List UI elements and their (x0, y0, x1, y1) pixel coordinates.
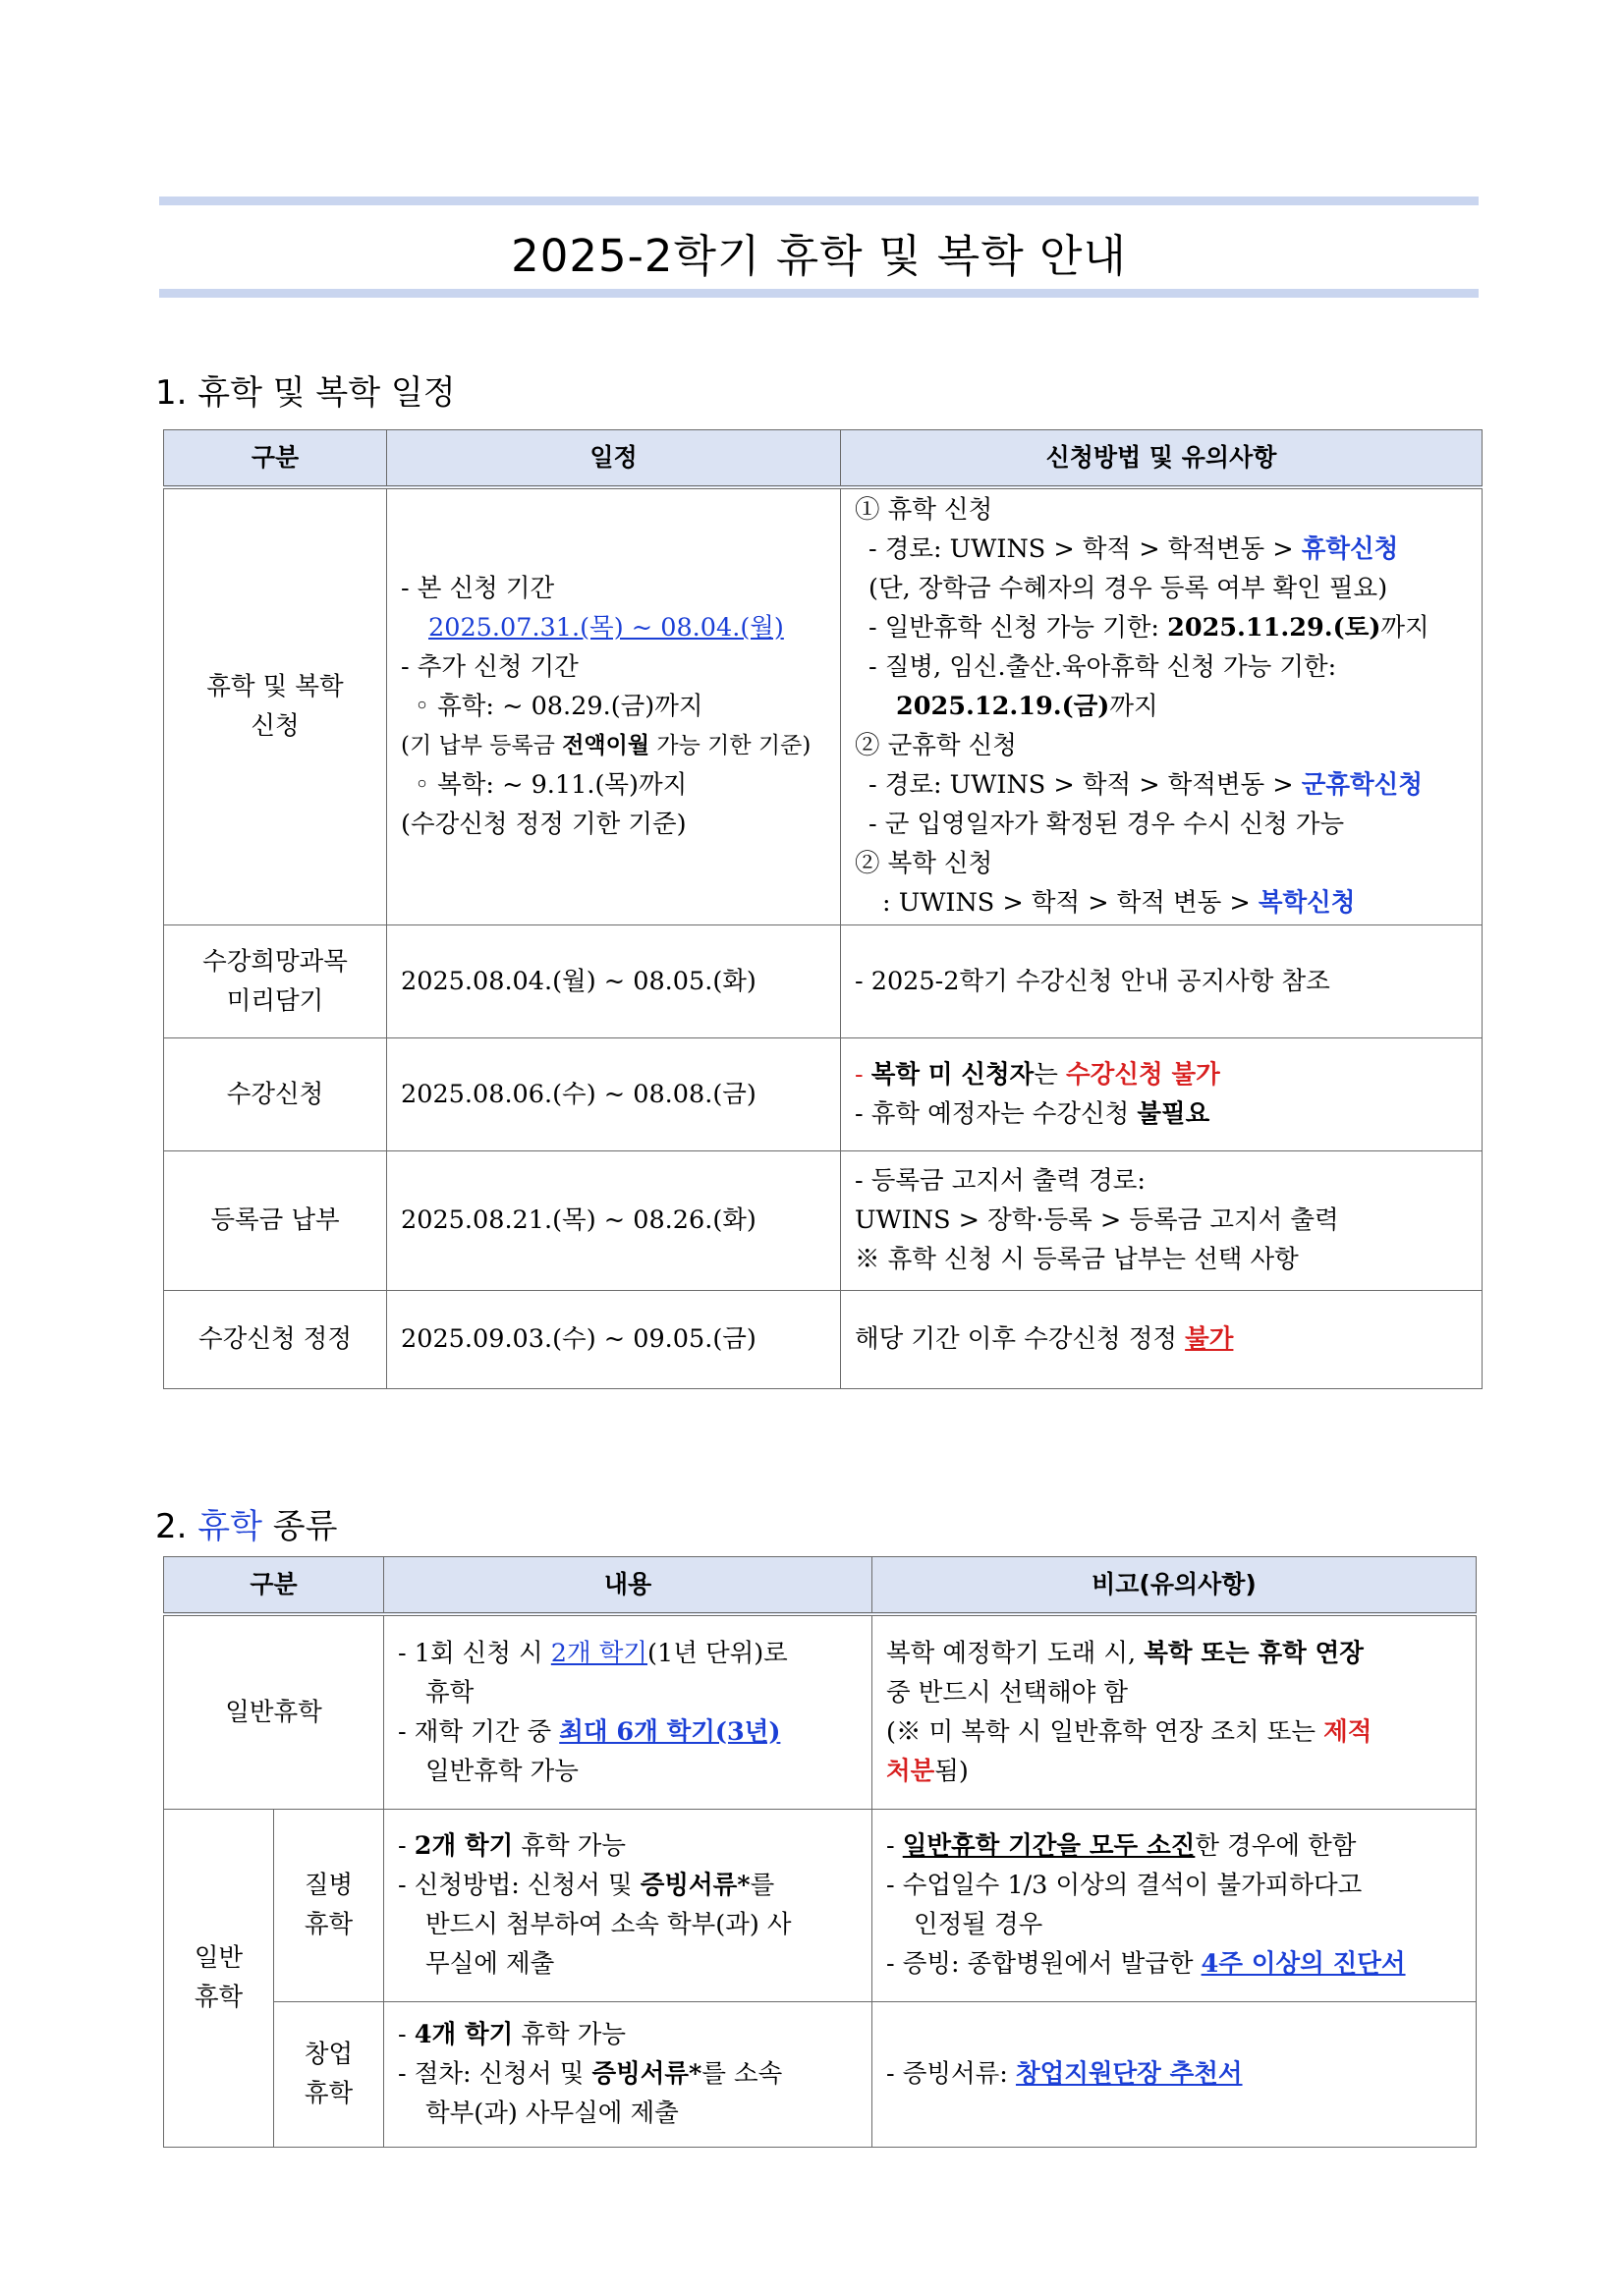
text: 해당 기간 이후 수강신청 정정 (855, 1324, 1186, 1354)
row-category (164, 487, 387, 924)
note-line: - 군 입영일자가 확정된 경우 수시 신청 가능 (868, 810, 1345, 840)
text-bold: 2개 학기 (414, 1831, 514, 1861)
text: - 증빙서류: (886, 2059, 1016, 2089)
content-line (398, 2015, 858, 2054)
text: (※ 미 복학 시 일반휴학 연장 조치 또는 (886, 1716, 1324, 1747)
types-header-row (164, 1557, 1477, 1615)
row-content (384, 1614, 872, 1809)
row-notes: - 2025-2학기 수강신청 안내 공지사항 참조 (841, 924, 1483, 1037)
remark-line: 인정될 경우 (914, 1910, 1043, 1939)
text: (1년 단위)로 (647, 1638, 788, 1668)
remark-line (886, 1826, 1462, 1866)
note-line (855, 608, 1468, 647)
text: - 일반휴학 신청 가능 기한: (868, 613, 1168, 644)
title-top-bar (159, 196, 1479, 205)
table-row (164, 1290, 1483, 1388)
row-category: 일반휴학 (164, 1614, 384, 1809)
text: - (886, 1831, 903, 1861)
header-category: 구분 (164, 430, 387, 488)
text: : UWINS > 학적 > 학적 변동 > (882, 888, 1259, 919)
table-row (164, 1809, 1477, 2001)
row-schedule: 2025.08.04.(월) ~ 08.05.(화) (387, 924, 841, 1037)
note-line: ※ 휴학 신청 시 등록금 납부는 선택 사항 (855, 1245, 1299, 1274)
category-line: 휴학 (304, 2079, 354, 2108)
remark-line: 중 반드시 선택해야 함 (886, 1677, 1129, 1708)
heading-text: 2. (155, 1507, 198, 1546)
header-category: 구분 (164, 1557, 384, 1615)
title-block (159, 196, 1479, 300)
content-line (398, 1712, 858, 1752)
text-bold: 복학 미 신청자 (870, 1059, 1035, 1090)
text-bold: 증빙서류* (591, 2059, 702, 2089)
text: - 증빙: 종합병원에서 발급한 (886, 1949, 1202, 1979)
table-row (164, 924, 1483, 1037)
row-category: 수강신청 (164, 1037, 387, 1150)
text-blue: 4주 이상의 진단서 (1201, 1949, 1406, 1979)
text: 는 (1034, 1059, 1067, 1090)
text-bold: 불필요 (1137, 1098, 1210, 1129)
text: 됨) (934, 1756, 969, 1786)
text: - 경로: UWINS > 학적 > 학적변동 > (868, 534, 1302, 565)
text-bold: 일반휴학 기간을 모두 소진 (902, 1831, 1196, 1861)
row-content (384, 1809, 872, 2001)
note-line: ① 휴학 신청 (855, 495, 993, 526)
text: 한 경우에 한함 (1195, 1831, 1357, 1861)
text: 까지 (1380, 613, 1429, 644)
text-bold: 복학 또는 휴학 연장 (1144, 1638, 1364, 1668)
header-content: 내용 (384, 1557, 872, 1615)
section1-heading: 1. 휴학 및 복학 일정 (155, 373, 456, 413)
text-blue: 창업지원단장 추천서 (1015, 2059, 1243, 2089)
text-red: 수강신청 불가 (1066, 1059, 1220, 1090)
row-content (384, 2001, 872, 2147)
document-title: 2025-2학기 휴학 및 복학 안내 (511, 230, 1127, 282)
text: - 경로: UWINS > 학적 > 학적변동 > (868, 770, 1302, 801)
text: - (398, 2020, 415, 2049)
row-notes (841, 487, 1483, 924)
table-row (164, 2001, 1477, 2147)
text-bold: 전액이월 (562, 732, 650, 759)
note-line (855, 883, 1468, 923)
text-red: 불가 (1185, 1324, 1234, 1354)
row-schedule: 2025.08.21.(목) ~ 08.26.(화) (387, 1150, 841, 1290)
category-line: 휴학 (304, 1910, 354, 1939)
row-notes (841, 1150, 1483, 1290)
category-line: 일반 (194, 1943, 244, 1973)
row-category: 수강신청 정정 (164, 1290, 387, 1388)
note-line: - 등록금 고지서 출력 경로: (855, 1166, 1146, 1196)
table-row (164, 487, 1483, 924)
category-line: 수강희망과목 (202, 946, 348, 977)
remark-line (886, 1752, 1462, 1791)
text: - (398, 1831, 415, 1861)
title-bottom-bar (159, 289, 1479, 298)
text: - 휴학 예정자는 수강신청 (855, 1098, 1138, 1129)
row-category (164, 924, 387, 1037)
note-line: UWINS > 장학·등록 > 등록금 고지서 출력 (855, 1205, 1339, 1235)
note-line: - 질병, 임신.출산.육아휴학 신청 가능 기한: (868, 652, 1337, 683)
remark-line (886, 1712, 1462, 1752)
heading-text: 종류 (261, 1507, 338, 1546)
row-remarks (872, 1809, 1477, 2001)
text: 가능 기한 기준) (649, 733, 812, 759)
schedule-line (401, 726, 826, 765)
schedule-table (163, 429, 1483, 1389)
remark-line (886, 1944, 1462, 1984)
category-line: 휴학 및 복학 (206, 672, 344, 702)
text-red: 제적 (1323, 1716, 1372, 1747)
header-notes: 신청방법 및 유의사항 (841, 430, 1483, 488)
text: 휴학 가능 (513, 2020, 627, 2049)
row-schedule: 2025.08.06.(수) ~ 08.08.(금) (387, 1037, 841, 1150)
row-notes (841, 1037, 1483, 1150)
text: 를 소속 (701, 2059, 783, 2089)
category-line: 질병 (304, 1871, 354, 1900)
row-notes (841, 1290, 1483, 1388)
note-line (855, 1094, 1468, 1134)
text: (기 납부 등록금 (401, 733, 563, 759)
table-row (164, 1037, 1483, 1150)
row-remarks (872, 1614, 1477, 1809)
schedule-header-row (164, 430, 1483, 488)
text-bold: 4개 학기 (414, 2020, 514, 2049)
text: 휴학 가능 (513, 1831, 627, 1861)
table-row (164, 1150, 1483, 1290)
content-line (398, 1634, 858, 1673)
content-line: 반드시 첨부하여 소속 학부(과) 사 (425, 1910, 792, 1939)
schedule-line: - 추가 신청 기간 (401, 652, 579, 683)
row-category: 등록금 납부 (164, 1150, 387, 1290)
text: - 재학 기간 중 (398, 1716, 560, 1747)
category-line: 휴학 (194, 1983, 244, 2012)
header-schedule: 일정 (387, 430, 841, 488)
note-line (855, 530, 1468, 569)
row-schedule: 2025.09.03.(수) ~ 09.05.(금) (387, 1290, 841, 1388)
content-line (398, 1826, 858, 1866)
text-bold: 2025.12.19.(금) (896, 692, 1110, 722)
content-line (398, 1866, 858, 1905)
text-blue: 복학신청 (1258, 888, 1356, 919)
category-line: 신청 (251, 711, 300, 742)
schedule-line: ◦ 휴학: ~ 08.29.(금)까지 (415, 692, 703, 722)
schedule-line: ◦ 복학: ~ 9.11.(목)까지 (415, 770, 688, 801)
text-blue: 2개 학기 (550, 1638, 648, 1668)
text: - (855, 1059, 871, 1090)
content-line: 일반휴학 가능 (425, 1756, 579, 1786)
content-line: 무실에 제출 (425, 1949, 555, 1979)
text-blue: 군휴학신청 (1301, 770, 1423, 801)
category-line: 미리담기 (226, 985, 324, 1016)
schedule-line: (수강신청 정정 기한 기준) (401, 810, 687, 840)
header-remarks: 비고(유의사항) (872, 1557, 1477, 1615)
text: 까지 (1109, 692, 1158, 722)
text: - 1회 신청 시 (398, 1638, 551, 1668)
note-line: ② 군휴학 신청 (855, 731, 1017, 761)
heading-text-blue: 휴학 (197, 1507, 262, 1546)
note-line (855, 1055, 1468, 1094)
section2-heading (155, 1499, 337, 1547)
row-schedule (387, 487, 841, 924)
note-line: ② 복학 신청 (855, 849, 993, 879)
text-red: 처분 (886, 1756, 935, 1786)
main-period: 2025.07.31.(목) ~ 08.04.(월) (428, 613, 784, 644)
text: - 신청방법: 신청서 및 (398, 1871, 641, 1900)
remark-line: - 수업일수 1/3 이상의 결석이 불가피하다고 (886, 1871, 1363, 1900)
leave-types-table (163, 1556, 1477, 2148)
text-bold: 2025.11.29.(토) (1167, 613, 1381, 644)
note-line (855, 687, 1468, 726)
text: - 절차: 신청서 및 (398, 2059, 592, 2089)
note-line: (단, 장학금 수혜자의 경우 등록 여부 확인 필요) (868, 574, 1388, 604)
content-line: 휴학 (425, 1677, 475, 1708)
category-line: 창업 (304, 2040, 354, 2069)
row-subcategory (274, 1809, 384, 2001)
text-bold: 증빙서류* (640, 1871, 751, 1900)
content-line: 학부(과) 사무실에 제출 (425, 2099, 679, 2128)
schedule-line: - 본 신청 기간 (401, 574, 555, 604)
row-subcategory (274, 2001, 384, 2147)
note-line (855, 765, 1468, 805)
text-blue: 휴학신청 (1301, 534, 1399, 565)
text-blue: 최대 6개 학기(3년) (559, 1716, 781, 1747)
table-row (164, 1614, 1477, 1809)
remark-line (886, 1634, 1462, 1673)
text: 복학 예정학기 도래 시, (886, 1638, 1145, 1668)
content-line (398, 2054, 858, 2094)
group-category (164, 1809, 274, 2147)
text: 를 (750, 1871, 775, 1900)
row-remarks (872, 2001, 1477, 2147)
